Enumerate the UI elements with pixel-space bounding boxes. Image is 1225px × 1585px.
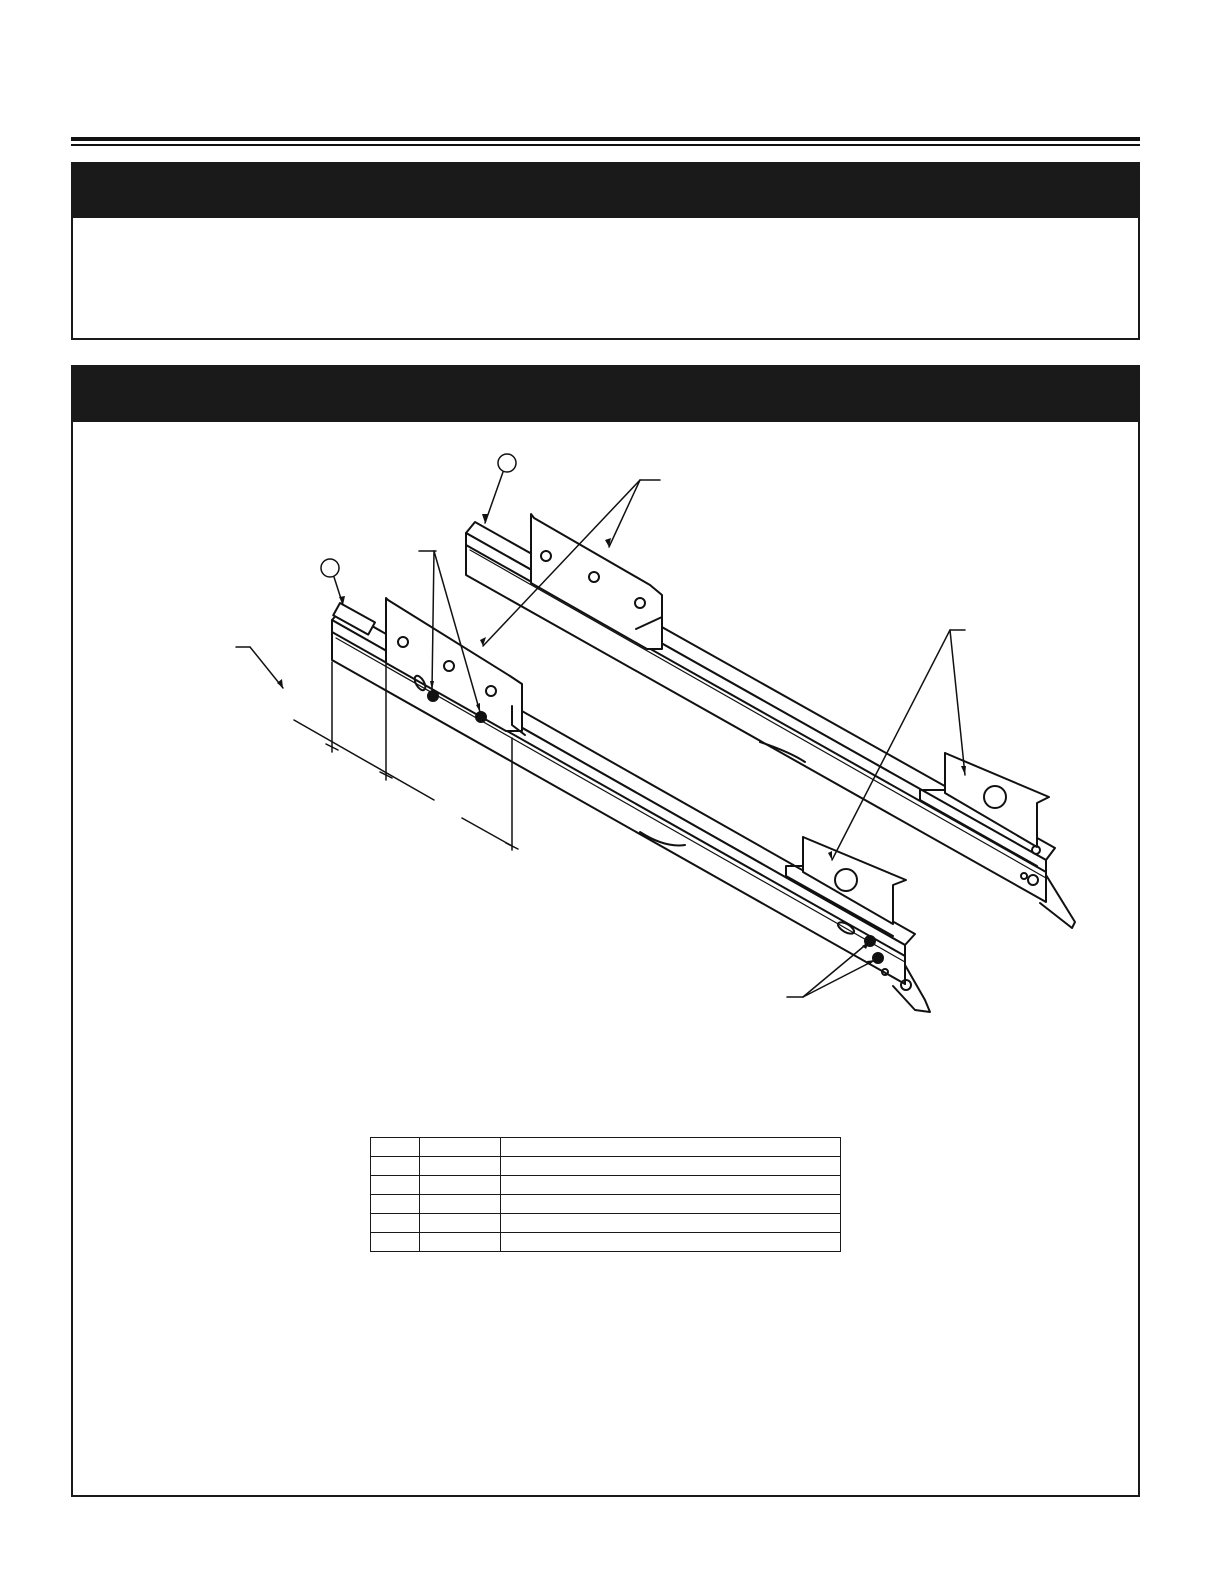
table-cell (501, 1195, 841, 1214)
table-cell (501, 1214, 841, 1233)
table-cell (501, 1176, 841, 1195)
table-row (371, 1157, 841, 1176)
table-cell (371, 1233, 420, 1252)
table-row (371, 1195, 841, 1214)
table-cell (371, 1138, 420, 1157)
table-row (371, 1214, 841, 1233)
table-row (371, 1176, 841, 1195)
table-cell (501, 1138, 841, 1157)
table-row (371, 1233, 841, 1252)
table-cell (371, 1195, 420, 1214)
parts-table (370, 1137, 841, 1252)
table-cell (501, 1157, 841, 1176)
table-cell (420, 1233, 501, 1252)
table-cell (420, 1157, 501, 1176)
callout-circle-rear (498, 454, 516, 472)
table-row (371, 1138, 841, 1157)
table-cell (371, 1157, 420, 1176)
table-cell (420, 1195, 501, 1214)
table-cell (371, 1176, 420, 1195)
table-cell (420, 1138, 501, 1157)
callout-circle-front (321, 559, 339, 577)
table-cell (420, 1214, 501, 1233)
table-cell (501, 1233, 841, 1252)
table-cell (420, 1176, 501, 1195)
table-cell (371, 1214, 420, 1233)
